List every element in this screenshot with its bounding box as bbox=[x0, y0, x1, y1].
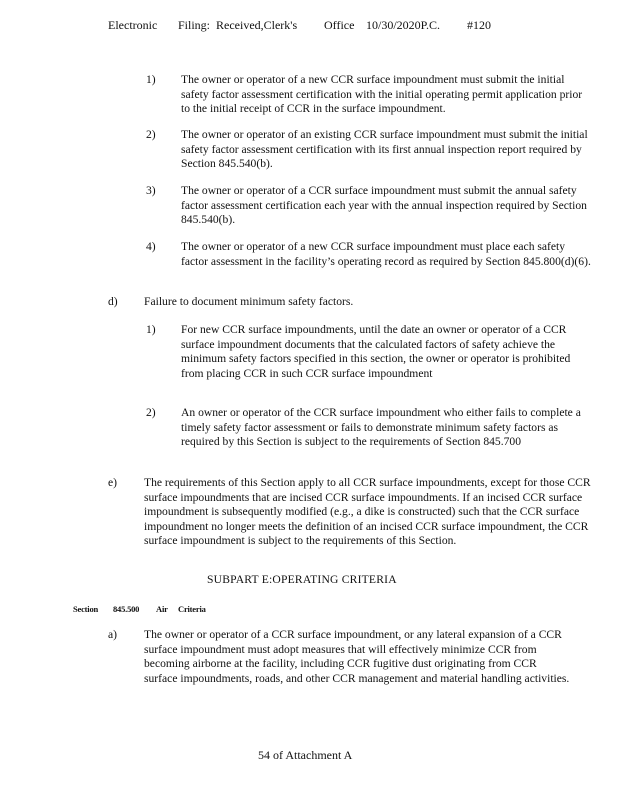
section-title: Air bbox=[156, 604, 168, 614]
item-text: The owner or operator of a new CCR surface impoundment must submit the initial safety factor assessment certification with the initial operating permit application prior to the initial receipt of CCR in the surface impoundment. bbox=[181, 73, 583, 116]
section-a-text: The owner or operator of a CCR surface impoundment, or any lateral expansion of a CCR surface impoundment must adopt measures that will effectively minimize CCR from becoming airborne at the facility, including CCR fugitive dust originating from CCR surface impoundments, roads, and other CCR management and material handling activities. bbox=[144, 628, 570, 685]
item-text: An owner or operator of the CCR surface impoundment who either fails to complete a timely safety factor assessment or fails to demonstrate minimum safety factors as required by this Section is subject to the requirements of Section 845.700 bbox=[181, 406, 581, 449]
section-number: 845.500 bbox=[113, 604, 140, 614]
subpart-heading: SUBPART E:OPERATING CRITERIA bbox=[207, 573, 397, 586]
item-number: 3) bbox=[146, 184, 156, 197]
item-text: The owner or operator of a CCR surface impoundment must submit the annual safety factor assessment certification each year with the annual inspection required by Section 845.540(b). bbox=[181, 184, 587, 227]
item-number: 1) bbox=[146, 323, 156, 336]
section-a-label: a) bbox=[108, 628, 118, 641]
header-number: #120 bbox=[467, 18, 491, 32]
item-text: The owner or operator of a new CCR surface impoundment must place each safety factor assessment in the facility’s operating record as required by Section 845.800(d)(6). bbox=[181, 240, 591, 268]
header-received: Received,Clerk's bbox=[216, 18, 298, 32]
header-date: 10/30/2020P.C. bbox=[366, 18, 441, 32]
section-subtitle: Criteria bbox=[178, 604, 206, 614]
section-e-label: e) bbox=[108, 476, 118, 489]
item-number: 1) bbox=[146, 73, 156, 86]
item-text: For new CCR surface impoundments, until the date an owner or operator of a CCR surface impoundment documents that the calculated factors of safety achieve the minimum safety factors specified in this section, the owner or operator is prohibited from placing CCR in such CCR surface impoundment bbox=[181, 323, 571, 380]
item-text: The owner or operator of an existing CCR surface impoundment must submit the initial safety factor assessment certification with its first annual inspection report required by Section 845.540(b). bbox=[181, 128, 588, 171]
item-number: 4) bbox=[146, 240, 156, 253]
section-d-text: Failure to document minimum safety factors. bbox=[144, 295, 354, 308]
header-electronic: Electronic bbox=[108, 18, 158, 32]
item-number: 2) bbox=[146, 128, 156, 141]
header-office: Office bbox=[324, 18, 355, 32]
section-d-label: d) bbox=[108, 295, 118, 308]
page-footer: 54 of Attachment A bbox=[258, 748, 353, 762]
header-filing: Filing: bbox=[178, 18, 211, 32]
item-number: 2) bbox=[146, 406, 156, 419]
section-e-text: The requirements of this Section apply to all CCR surface impoundments, except for those CCR surface impoundments that are incised CCR surface impoundments. If an incised CCR surface impoundment is subsequently modified (e.g., a dike is constructed) such that the CCR surface impoundment no longer meets the definition of an incised CCR surface impoundment, the CCR surface impoundment is subject to the requirements of this Section. bbox=[144, 476, 591, 548]
section-label: Section bbox=[73, 604, 99, 614]
